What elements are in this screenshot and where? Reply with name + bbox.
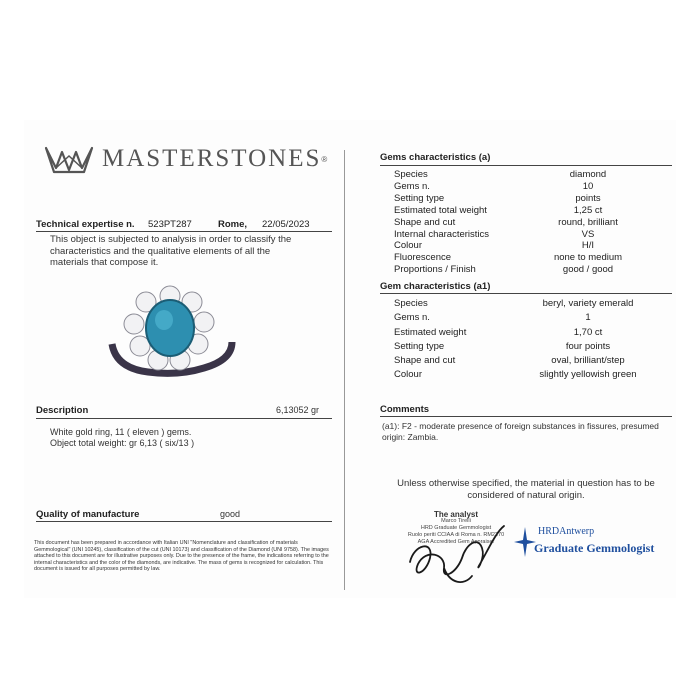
hrd-line2: Graduate Gemmologist bbox=[534, 541, 655, 555]
comments-title: Comments bbox=[380, 404, 430, 415]
gems-a-table bbox=[394, 169, 668, 276]
comments-text: (a1): F2 - moderate presence of foreign substances in fissures, presumed origin: Zambia. bbox=[382, 421, 659, 442]
table-row: Internal characteristics VS bbox=[394, 228, 595, 240]
table-row: Species diamond bbox=[394, 169, 607, 180]
ring-photo bbox=[108, 282, 238, 382]
tech-underline bbox=[36, 231, 332, 232]
table-row: Estimated weight 1,70 ct bbox=[394, 326, 603, 338]
gems-a1-underline bbox=[380, 293, 672, 294]
table-row: Setting type points bbox=[394, 192, 601, 204]
analyst-title: The analyst bbox=[433, 510, 478, 519]
quality-underline bbox=[36, 521, 332, 522]
tech-label: Technical expertise n. bbox=[36, 219, 135, 230]
brand-name: MASTERSTONES bbox=[102, 145, 322, 172]
table-row: Fluorescence none to medium bbox=[394, 252, 623, 264]
gems-a1-table bbox=[394, 297, 668, 383]
quality-label: Quality of manufacture bbox=[36, 509, 140, 520]
table-row: Gems n. 1 bbox=[394, 312, 591, 324]
crown-logo-icon bbox=[44, 142, 94, 176]
table-row: Colour slightly yellowish green bbox=[394, 369, 637, 381]
natural-origin-statement: Unless otherwise specified, the material in question has to be considered of natural origin. bbox=[397, 478, 655, 501]
table-row: Shape and cut round, brilliant bbox=[394, 216, 618, 228]
disclaimer-text: This document has been prepared in accordance with Italian UNI "Nomenclature and classification of materials Gemmological" (UNI 10245), classification of the cut (UNI 10173) and classification of the Diamond (UNI 9758). The images attached to this document are for illustrative purposes only. Due to the presence of the frame, the indications referring to the internal characteristics and the color of the diamonds, are indicative. The mass of gems is recognized for calculation. This document is issued for all purposes permitted by law. bbox=[34, 540, 329, 573]
table-row: Species beryl, variety emerald bbox=[394, 298, 634, 309]
quality-value: good bbox=[220, 509, 241, 519]
description-line1: White gold ring, 11 ( eleven ) gems. bbox=[50, 427, 192, 437]
table-row: Gems n. 10 bbox=[394, 180, 594, 192]
table-row: Setting type four points bbox=[394, 340, 611, 352]
description-underline bbox=[36, 418, 332, 419]
column-divider bbox=[344, 150, 345, 590]
analyst-line2: Ruolo periti CCIAA di Roma n. RM2270 bbox=[407, 532, 505, 538]
gems-a1-title: Gem characteristics (a1) bbox=[380, 281, 491, 292]
table-row: Colour H/I bbox=[394, 240, 595, 252]
description-label: Description bbox=[36, 405, 89, 416]
registered-mark: ® bbox=[321, 154, 328, 164]
analyst-line3: AGA Accredited Gem Appraiser bbox=[417, 539, 495, 545]
masterstones-logo bbox=[44, 142, 327, 176]
city: Rome, bbox=[218, 219, 248, 230]
table-row: Proportions / Finish good / good bbox=[394, 264, 614, 276]
date: 22/05/2023 bbox=[262, 219, 310, 230]
gems-a-title: Gems characteristics (a) bbox=[380, 152, 491, 163]
gems-a-underline bbox=[380, 165, 672, 166]
intro-paragraph: This object is subjected to analysis in order to classify the characteristics and the qualitative elements of all the materials that compose it. bbox=[50, 234, 292, 268]
hrd-line1: HRDAntwerp bbox=[538, 526, 595, 537]
description-line2: Object total weight: gr 6,13 ( six/13 ) bbox=[50, 438, 195, 448]
analyst-name: Marco Tirelli bbox=[441, 518, 471, 524]
description-weight: 6,13052 gr bbox=[276, 405, 320, 415]
tech-number: 523PT287 bbox=[148, 219, 192, 230]
star-icon bbox=[514, 527, 536, 557]
analyst-line1: HRD Graduate Gemmologist bbox=[420, 525, 492, 531]
table-row: Estimated total weight 1,25 ct bbox=[394, 204, 603, 216]
comments-underline bbox=[380, 416, 672, 417]
analyst-signature bbox=[404, 514, 510, 592]
table-row: Shape and cut oval, brilliant/step bbox=[394, 355, 625, 367]
